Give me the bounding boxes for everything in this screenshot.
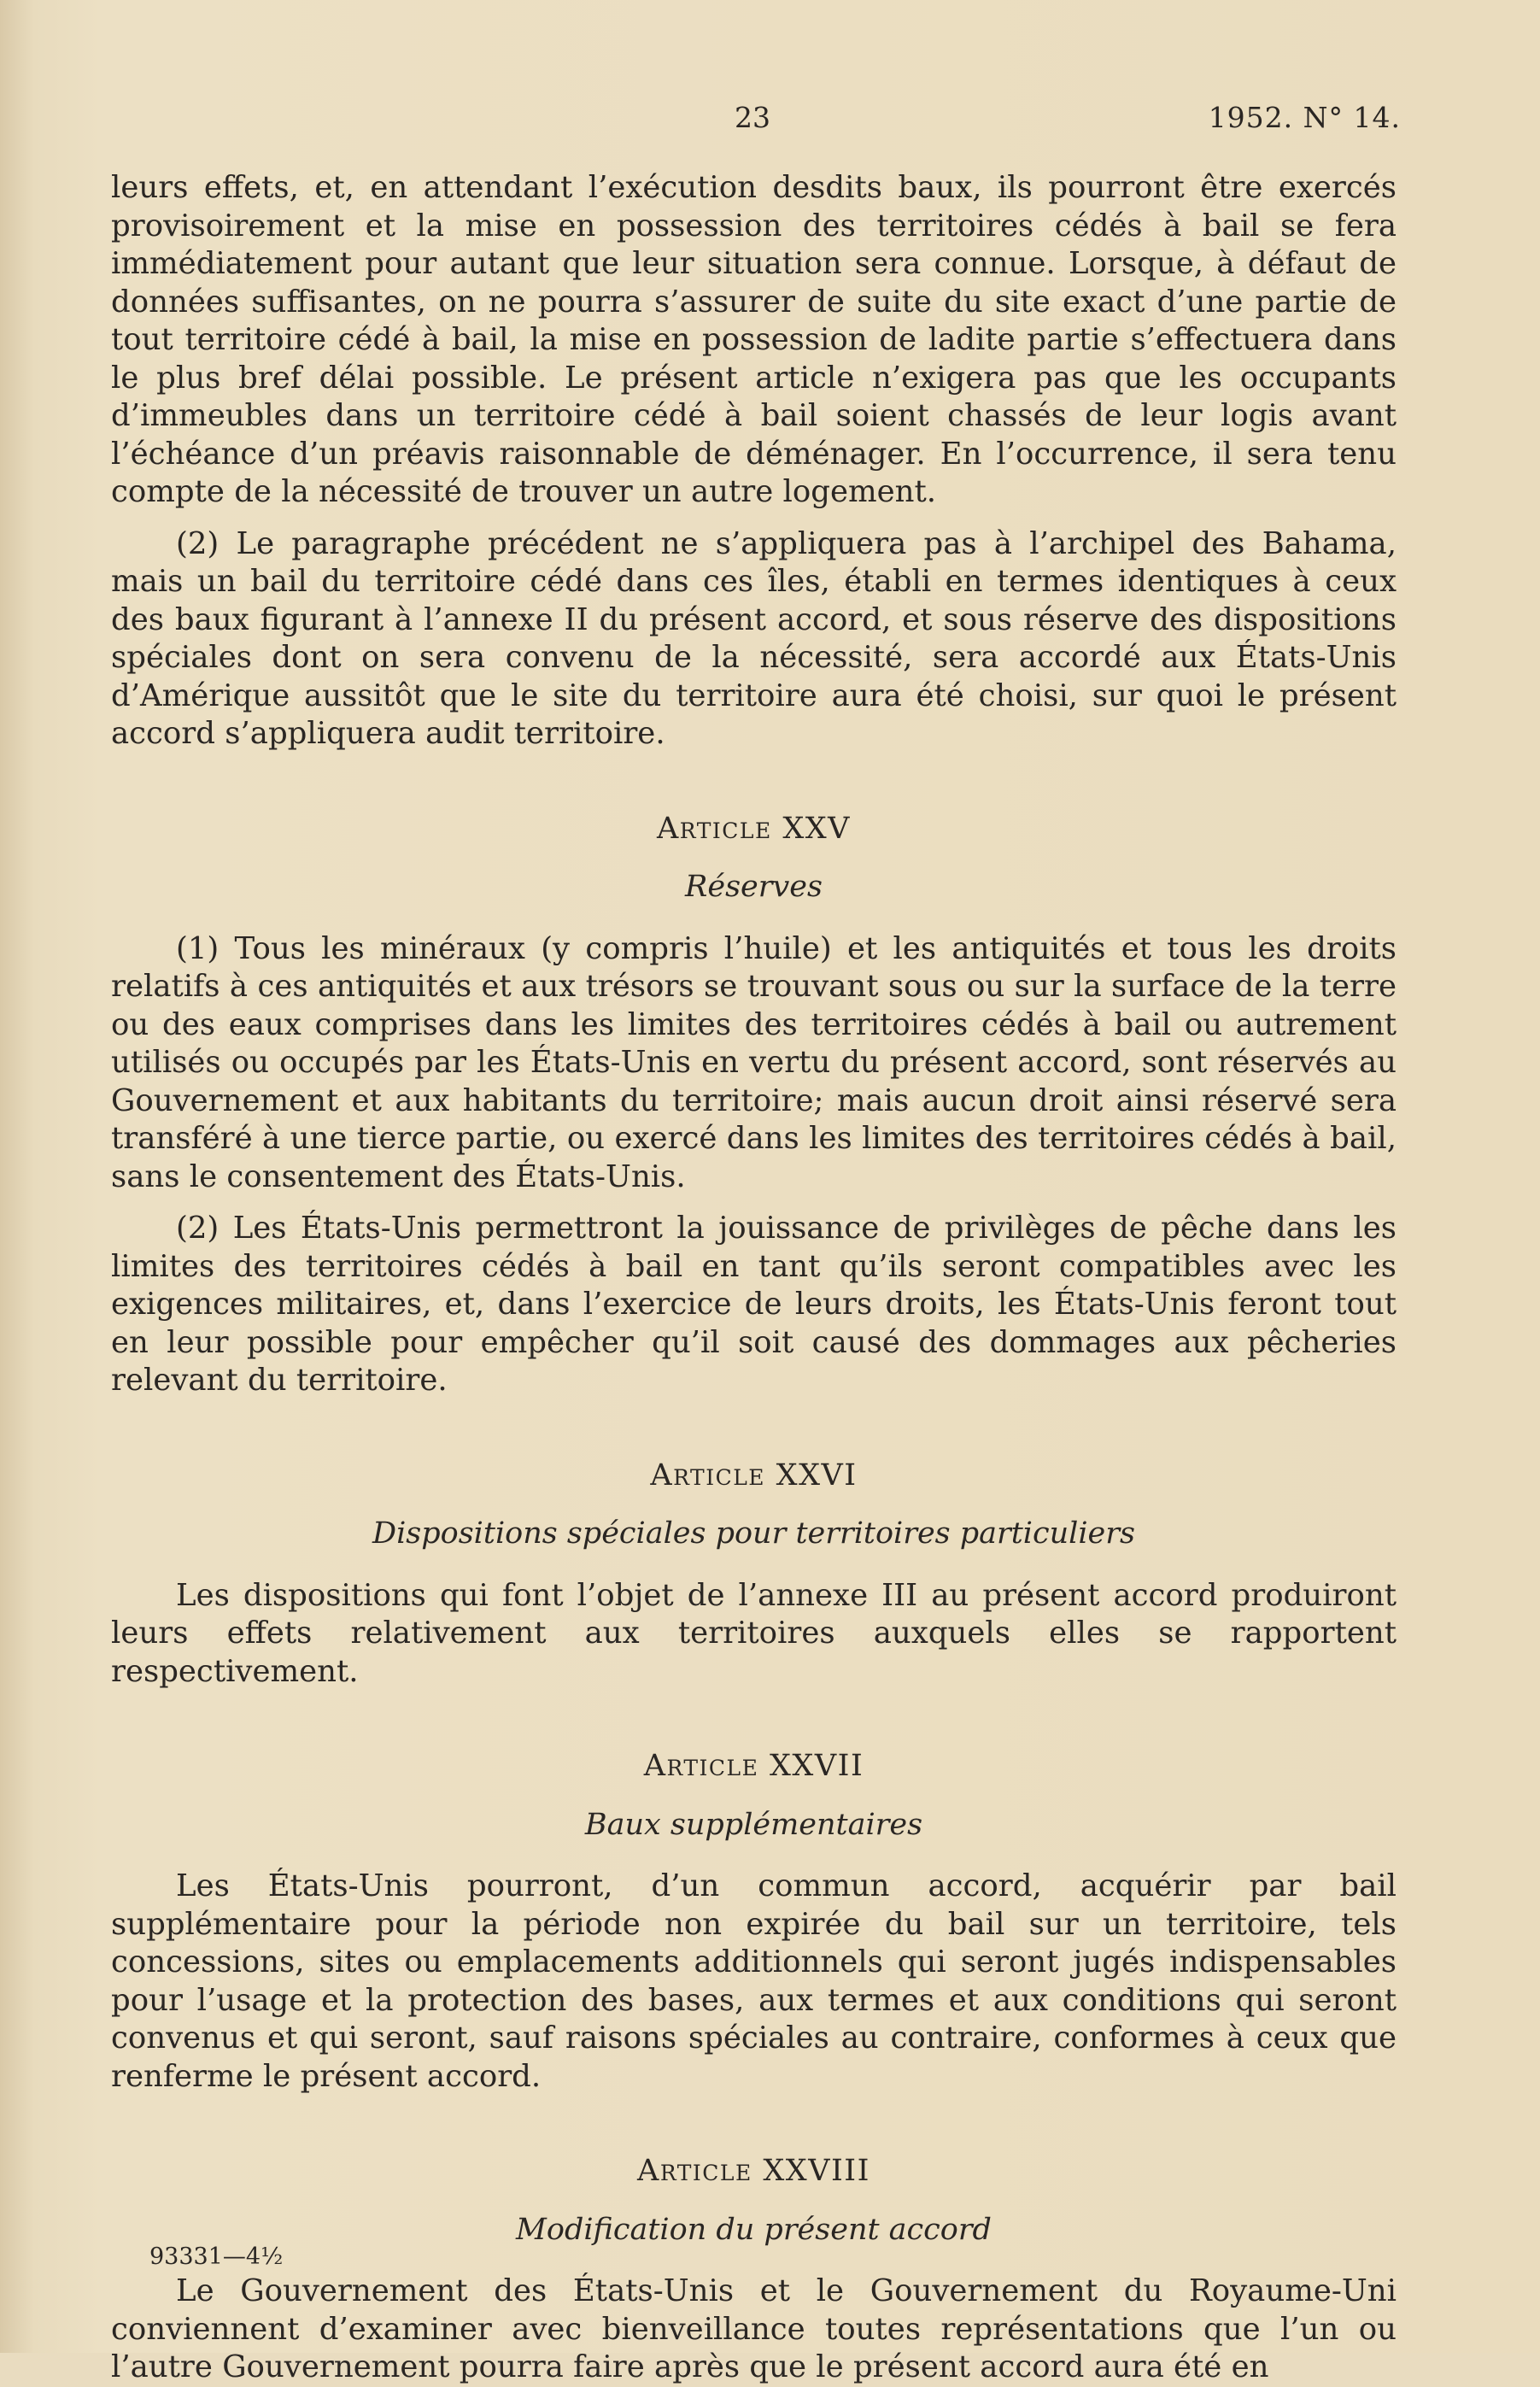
article-paragraph: (2) Les États-Unis permettront la jouissance de privilèges de pêche dans les limites des territoires cédés à bail en tant qu’ils seront compatibles avec les exigences militaires, et, dans l’exercice de leurs droits, les États-Unis feront tout en leur possible pour empêcher qu’il soit causé des dommages aux pêcheries relevant du territoire. bbox=[111, 1211, 1397, 1398]
article-paragraph: Les dispositions qui font l’objet de l’annexe III au présent accord produiront leurs effets relativement aux territoires auxquels elles se rapportent respectivement. bbox=[111, 1577, 1397, 1689]
article-paragraph: (1) Tous les minéraux (y compris l’huile) et les antiquités et tous les droits relatifs à ces antiquités et aux trésors se trouvant sous ou sur la surface de la terre ou des eaux comprises dans les limites des territoires cédés à bail ou autrement utilisés ou occupés par les États-Unis en vertu du présent accord, sont réservés au Gouvernement et aux habitants du territoire; mais aucun droit ainsi réservé sera transféré à une tierce partie, ou exercé dans les limites des territoires cédés à bail, sans le consentement des États-Unis. bbox=[111, 930, 1397, 1194]
left-margin-bleed-through bbox=[5, 154, 26, 1521]
article-title: Article XXVI bbox=[650, 1457, 858, 1493]
article-paragraph: Le Gouvernement des États-Unis et le Gouvernement du Royaume-Uni conviennent d’examiner avec bienveillance toutes représentations que l’un ou l’autre Gouvernement pourra faire après que le présent accord aura été en bbox=[111, 2273, 1397, 2384]
article-subtitle: Baux supplémentaires bbox=[584, 1807, 923, 1842]
article-title: Article XXVIII bbox=[637, 2154, 870, 2188]
article-title: Article XXV bbox=[657, 811, 851, 846]
paragraph-2: (2) Le paragraphe précédent ne s’appliquera pas à l’archipel des Bahama, mais un bail du territoire cédé dans ces îles, établi en termes identiques à ceux des baux figurant à l’annexe II du présent accord, et sous réserve des dispositions spéciales dont on sera convenu de la nécessité, sera accordé aux États-Unis d’Amérique aussitôt que le site du territoire aura été choisi, sur quoi le présent accord s’appliquera audit territoire. bbox=[111, 525, 1397, 751]
article-xxviii bbox=[111, 2152, 1397, 2387]
article-paragraph: Les États-Unis pourront, d’un commun accord, acquérir par bail supplémentaire pour la période non expirée du bail sur un territoire, tels concessions, sites ou emplacements additionnels qui seront jugés indispensables pour l’usage et la protection des bases, aux termes et aux conditions qui seront convenus et qui seront, sauf raisons spéciales au contraire, conformes à ceux que renferme le présent accord. bbox=[111, 1868, 1397, 2094]
article-xxv bbox=[111, 810, 1397, 1400]
issue-number: 1952. N° 14. bbox=[1208, 101, 1401, 134]
article-xxvii bbox=[111, 1747, 1397, 2096]
printer-signature: 93331—4½ bbox=[149, 2243, 284, 2270]
article-subtitle: Réserves bbox=[685, 870, 823, 904]
article-subtitle: Dispositions spéciales pour territoires particuliers bbox=[372, 1516, 1135, 1551]
article-xxvi bbox=[111, 1457, 1397, 1692]
paragraph-continued: leurs effets, et, en attendant l’exécution desdits baux, ils pourront être exercés provisoirement et la mise en possession des territoires cédés à bail se fera immédiatement pour autant que leur situation sera connue. Lorsque, à défaut de données suffisantes, on ne pourra s’assurer de suite du site exact d’une partie de tout territoire cédé à bail, la mise en possession de ladite partie s’effectuera dans le plus bref délai possible. Le présent article n’exigera pas que les occupants d’immeubles dans un territoire cédé à bail soient chassés de leur logis avant l’échéance d’un préavis raisonnable de déménager. En l’occurrence, il sera tenu compte de la nécessité de trouver un autre logement. bbox=[111, 170, 1397, 509]
body-text bbox=[111, 169, 1397, 2387]
article-subtitle: Modification du présent accord bbox=[516, 2212, 992, 2247]
article-title: Article XXVII bbox=[643, 1749, 864, 1783]
page-number: 23 bbox=[735, 101, 770, 134]
running-head bbox=[111, 101, 1401, 144]
